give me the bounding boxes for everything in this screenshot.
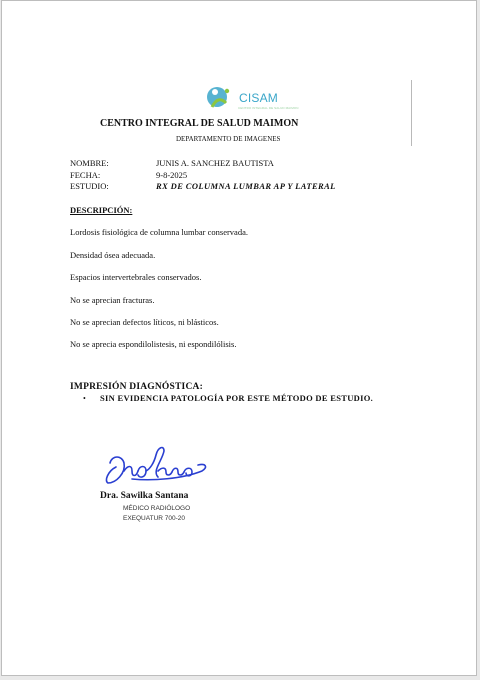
patient-name-label: NOMBRE: (70, 158, 109, 168)
finding-item: No se aprecian defectos líticos, ni blásticos. (70, 317, 219, 327)
cisam-logo-icon (202, 83, 242, 113)
finding-item: Espacios intervertebrales conservados. (70, 272, 202, 282)
impression-title: IMPRESIÓN DIAGNÓSTICA: (70, 382, 203, 392)
patient-name-value: JUNIS A. SANCHEZ BAUTISTA (156, 158, 274, 168)
doctor-exequatur: EXEQUATUR 700-20 (123, 515, 186, 522)
date-value: 9-8-2025 (156, 170, 188, 180)
finding-item: No se aprecian fracturas. (70, 295, 155, 305)
logo-subtitle: CENTRO INTEGRAL DE SALUD MAIMON (238, 106, 299, 110)
clinic-name: CENTRO INTEGRAL DE SALUD MAIMON (100, 118, 299, 129)
department-name: DEPARTAMENTO DE IMAGENES (176, 135, 281, 143)
bullet-icon: • (83, 394, 86, 403)
date-label: FECHA: (70, 170, 101, 180)
logo-text: CISAM (239, 91, 279, 105)
report-page (1, 0, 477, 676)
header-divider (411, 80, 412, 146)
signature-icon (102, 441, 212, 491)
handwritten-signature (102, 441, 212, 491)
doctor-role: MÉDICO RADIÓLOGO (123, 505, 191, 512)
impression-item: SIN EVIDENCIA PATOLOGÍA POR ESTE MÉTODO DE ESTUDIO. (100, 393, 374, 403)
study-label: ESTUDIO: (70, 181, 109, 191)
finding-item: Lordosis fisiológica de columna lumbar conservada. (70, 227, 248, 237)
study-value: RX DE COLUMNA LUMBAR AP Y LATERAL (156, 181, 336, 191)
clinic-logo (202, 83, 312, 113)
finding-item: Densidad ósea adecuada. (70, 250, 156, 260)
finding-item: No se aprecia espondilolistesis, ni espondilólisis. (70, 339, 237, 349)
doctor-name: Dra. Sawilka Santana (100, 491, 189, 501)
description-title: DESCRIPCIÓN: (70, 205, 133, 215)
